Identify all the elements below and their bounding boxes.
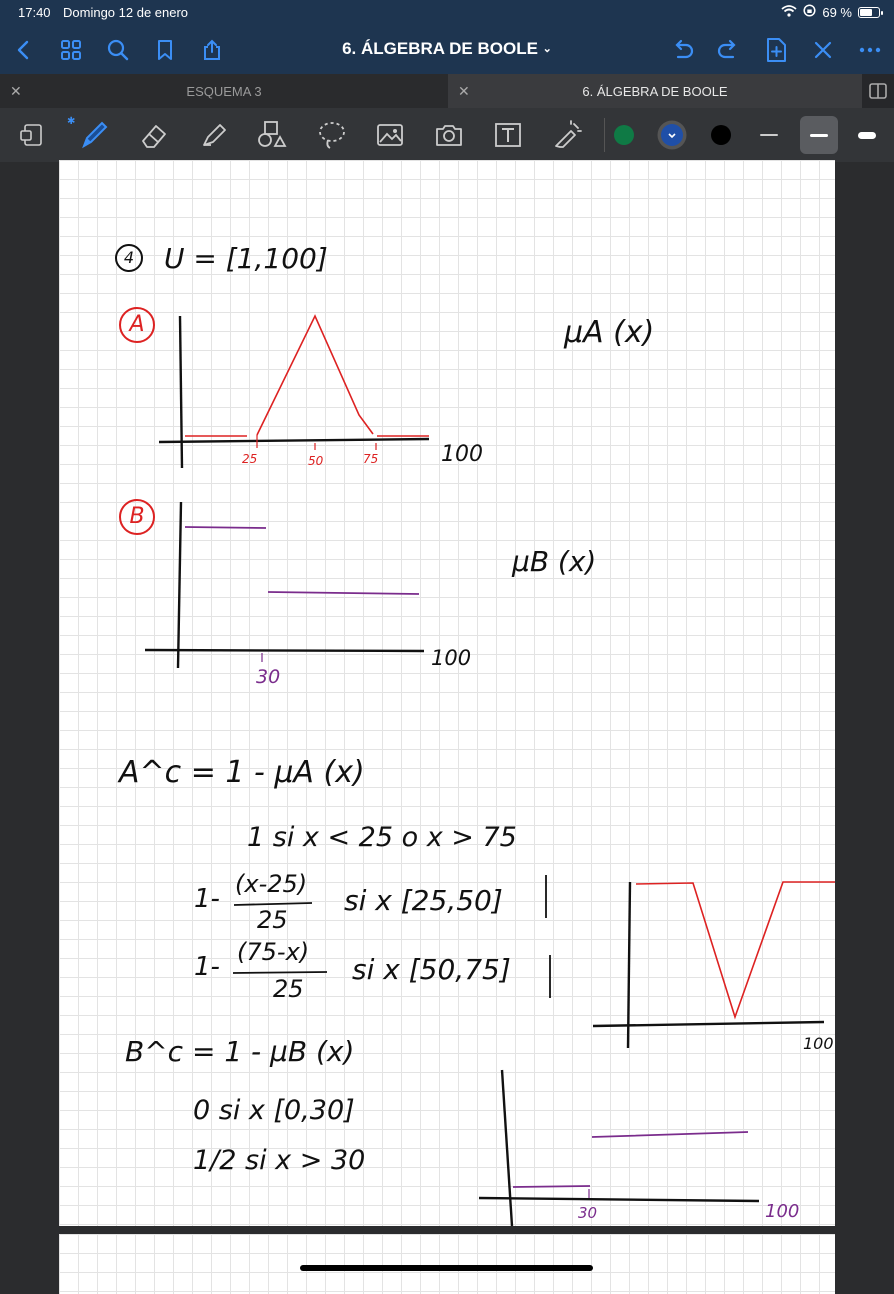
close-tab-icon[interactable]: ✕ xyxy=(458,83,470,99)
ac-case-2-condition: si x [25,50] xyxy=(344,884,503,917)
bc-case-2: 1/2 si x > 30 xyxy=(193,1145,366,1176)
graph-ac-end-label: 100 xyxy=(803,1034,834,1053)
graph-ac-function xyxy=(636,882,835,1017)
graph-a-tick-75: 75 xyxy=(363,452,379,466)
graph-bc-y-axis xyxy=(502,1070,512,1226)
graph-b-x-axis xyxy=(145,650,424,651)
wifi-icon xyxy=(781,5,797,20)
graph-bc-function xyxy=(513,1132,748,1187)
chevron-down-icon: ⌄ xyxy=(542,43,552,55)
set-a-label-text: A xyxy=(119,307,155,343)
eraser-tool-icon[interactable] xyxy=(138,119,170,151)
status-bar xyxy=(0,0,894,26)
graph-a-tick xyxy=(257,435,376,450)
highlighter-tool-icon[interactable] xyxy=(198,119,230,151)
undo-icon[interactable] xyxy=(668,36,696,64)
graph-b-tick-30: 30 xyxy=(256,666,281,688)
graph-a-end-label: 100 xyxy=(441,442,483,467)
graph-a-x-axis xyxy=(159,439,429,442)
color-swatch-black[interactable] xyxy=(705,119,737,151)
document-title[interactable] xyxy=(0,39,894,59)
fraction-bar-2 xyxy=(233,972,327,973)
tab-label: 6. ÁLGEBRA DE BOOLE xyxy=(582,84,728,99)
next-note-page[interactable] xyxy=(59,1234,835,1294)
battery-percent: 69 % xyxy=(822,4,852,20)
status-right xyxy=(781,4,880,20)
drawing-toolbar xyxy=(0,108,894,162)
split-view-icon[interactable] xyxy=(862,74,894,108)
graph-b-function xyxy=(185,527,419,594)
battery-icon xyxy=(858,7,880,18)
more-icon[interactable] xyxy=(856,36,884,64)
add-page-icon[interactable] xyxy=(762,36,790,64)
tab-algebra-de-boole[interactable] xyxy=(448,74,862,108)
page-reader-icon[interactable] xyxy=(16,119,48,151)
universe-def: U = [1,100] xyxy=(164,242,328,275)
graph-b-y-axis xyxy=(178,502,181,668)
graph-bc-x-axis xyxy=(479,1198,759,1201)
ac-case-2-denominator: 25 xyxy=(257,906,288,934)
mu-a-label: μA (x) xyxy=(564,315,655,350)
stroke-thin-option[interactable] xyxy=(753,119,785,151)
graph-bc-end-label: 100 xyxy=(765,1201,800,1222)
status-time: 17:40 xyxy=(18,5,51,20)
lasso-tool-icon[interactable] xyxy=(316,119,348,151)
ac-case-3-numerator: (75-x) xyxy=(237,938,310,966)
nav-bar xyxy=(0,26,894,74)
set-b-label-text: B xyxy=(119,499,155,535)
ac-case-3-denominator: 25 xyxy=(273,975,304,1003)
exercise-number-text: 4 xyxy=(115,244,143,272)
tab-label: ESQUEMA 3 xyxy=(186,84,262,99)
close-icon[interactable] xyxy=(809,36,837,64)
set-a-label xyxy=(119,307,155,343)
tab-esquema-3[interactable] xyxy=(0,74,448,108)
ac-case-2-prefix: 1- xyxy=(194,884,220,914)
graph-a-tick-25: 25 xyxy=(242,452,258,466)
bc-definition: B^c = 1 - μB (x) xyxy=(125,1035,355,1068)
text-tool-icon[interactable] xyxy=(492,119,524,151)
color-swatch-green[interactable] xyxy=(608,119,640,151)
mu-b-label: μB (x) xyxy=(512,545,597,578)
graph-ac-y-axis xyxy=(628,882,630,1048)
note-page[interactable] xyxy=(59,160,835,1226)
set-b-label xyxy=(119,499,155,535)
laser-pointer-icon[interactable] xyxy=(551,119,583,151)
camera-tool-icon[interactable] xyxy=(433,119,465,151)
image-tool-icon[interactable] xyxy=(374,119,406,151)
fraction-bar-1 xyxy=(234,903,312,905)
exercise-number xyxy=(115,244,143,272)
toolbar-divider xyxy=(604,118,605,152)
bc-case-1: 0 si x [0,30] xyxy=(193,1095,355,1126)
lock-rotation-icon xyxy=(803,4,816,20)
ac-case-3-prefix: 1- xyxy=(194,952,220,982)
ac-case-1: 1 si x < 25 o x > 75 xyxy=(247,822,517,853)
stroke-thick-option[interactable] xyxy=(851,119,883,151)
graph-b-end-label: 100 xyxy=(431,646,472,670)
graph-a-tick-50: 50 xyxy=(308,454,324,468)
ac-case-2-numerator: (x-25) xyxy=(235,870,308,898)
close-tab-icon[interactable]: ✕ xyxy=(10,83,22,99)
redo-icon[interactable] xyxy=(715,36,743,64)
document-title-text: 6. ÁLGEBRA DE BOOLE xyxy=(342,39,538,58)
graph-a-y-axis xyxy=(180,316,182,468)
home-indicator[interactable] xyxy=(300,1265,593,1271)
shapes-tool-icon[interactable] xyxy=(256,119,288,151)
graph-bc-tick-30: 30 xyxy=(578,1204,598,1222)
ac-case-3-condition: si x [50,75] xyxy=(352,953,511,986)
bluetooth-icon: ✱ xyxy=(67,116,76,127)
graph-a-function xyxy=(185,316,429,436)
stroke-medium-option[interactable] xyxy=(800,116,838,154)
color-swatch-blue[interactable] xyxy=(656,119,688,151)
status-date: Domingo 12 de enero xyxy=(63,5,189,20)
pen-tool-icon[interactable] xyxy=(78,119,110,151)
tab-bar xyxy=(0,74,894,108)
ac-definition: A^c = 1 - μA (x) xyxy=(119,755,365,790)
